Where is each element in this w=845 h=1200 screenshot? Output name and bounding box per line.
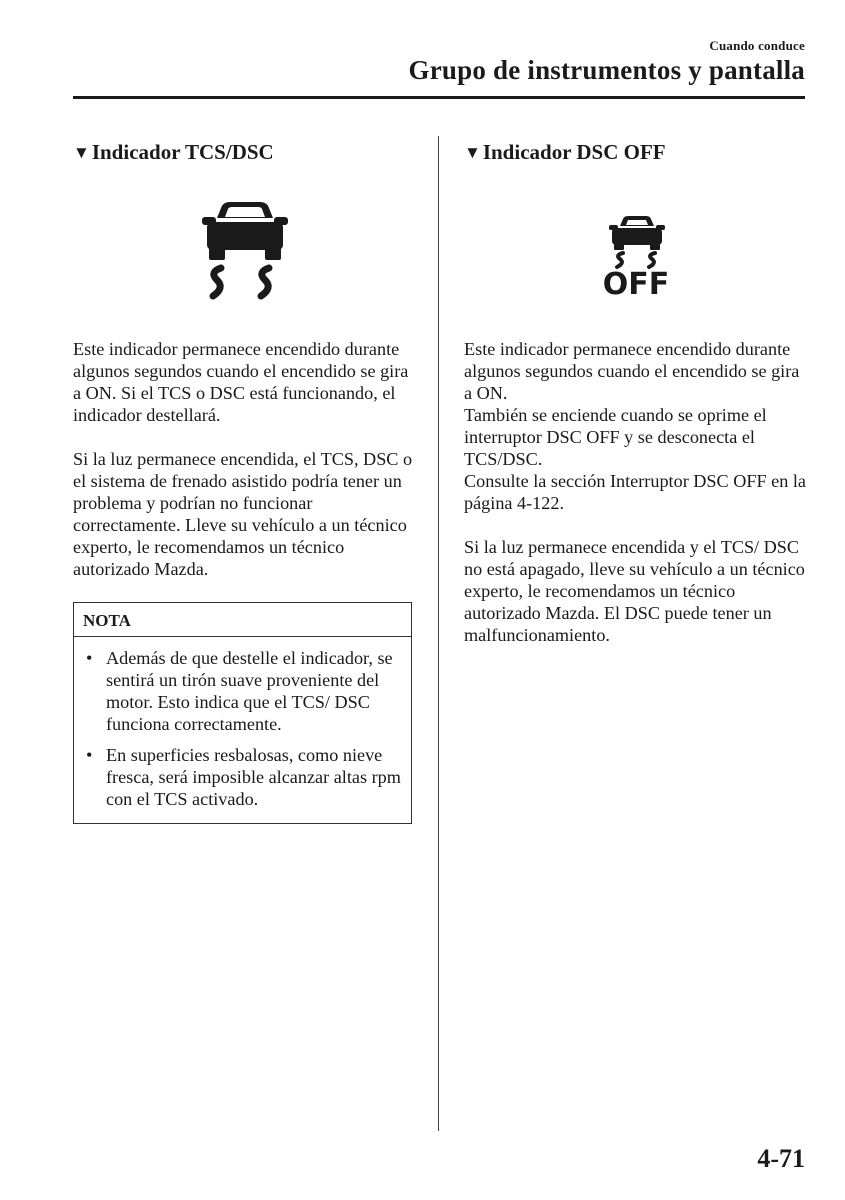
column-divider xyxy=(438,136,439,1131)
header-rule xyxy=(73,96,805,99)
paragraph-4: Si la luz permanece encendida y el TCS/ DSC no está apagado, lleve su vehículo a un técnico experto, le recomendamos un técnico autorizado Mazda. El DSC puede tener un malfuncionamiento. xyxy=(464,537,805,645)
icon-area xyxy=(464,166,809,338)
bullet-icon: • xyxy=(86,745,93,765)
section-heading-dsc-off xyxy=(464,138,809,166)
note-title: NOTA xyxy=(74,603,411,637)
paragraph-1: Este indicador permanece encendido durante algunos segundos cuando el encendido se gira a ON. Si el TCS o DSC está funcionando, el indicador destellará. xyxy=(73,339,409,425)
left-column xyxy=(73,138,415,824)
paragraph-3: Consulte la sección Interruptor DSC OFF en la página 4-122. xyxy=(464,471,806,513)
icon-area xyxy=(73,166,415,338)
list-item-text: Además de que destelle el indicador, se sentirá un tirón suave proveniente del motor. Esto indica que el TCS/ DSC funciona correctamente. xyxy=(106,648,393,734)
section-heading-tcs-dsc xyxy=(73,138,415,166)
page-title: Grupo de instrumentos y pantalla xyxy=(408,55,805,85)
right-column xyxy=(464,138,809,646)
page-number: 4-71 xyxy=(757,1144,805,1173)
paragraph-1: Este indicador permanece encendido durante algunos segundos cuando el encendido se gira a ON. xyxy=(464,339,800,403)
tcs-dsc-warning-icon xyxy=(197,198,293,302)
note-box xyxy=(73,602,412,824)
off-label: OFF xyxy=(602,267,670,296)
heading-text: Indicador DSC OFF xyxy=(482,140,666,164)
heading-text: Indicador TCS/DSC xyxy=(91,140,274,164)
note-list xyxy=(74,637,411,823)
dsc-off-indicator-icon xyxy=(590,214,682,296)
list-item xyxy=(84,744,405,810)
triangle-marker-icon: ▼ xyxy=(73,143,90,162)
triangle-marker-icon: ▼ xyxy=(464,143,481,162)
paragraph-2: Si la luz permanece encendida, el TCS, DSC o el sistema de frenado asistido podría tener un problema y podrían no funcionar correctamente. Lleve su vehículo a un técnico experto, le recomendamos un técnico autorizado Mazda. xyxy=(73,449,413,579)
chapter-label: Cuando conduce xyxy=(709,38,805,53)
paragraph-2: También se enciende cuando se oprime el interruptor DSC OFF y se desconecta el TCS/DSC. xyxy=(464,405,767,469)
list-item xyxy=(84,647,405,735)
bullet-icon: • xyxy=(86,648,93,668)
list-item-text: En superficies resbalosas, como nieve fresca, será imposible alcanzar altas rpm con el TCS activado. xyxy=(106,745,401,809)
